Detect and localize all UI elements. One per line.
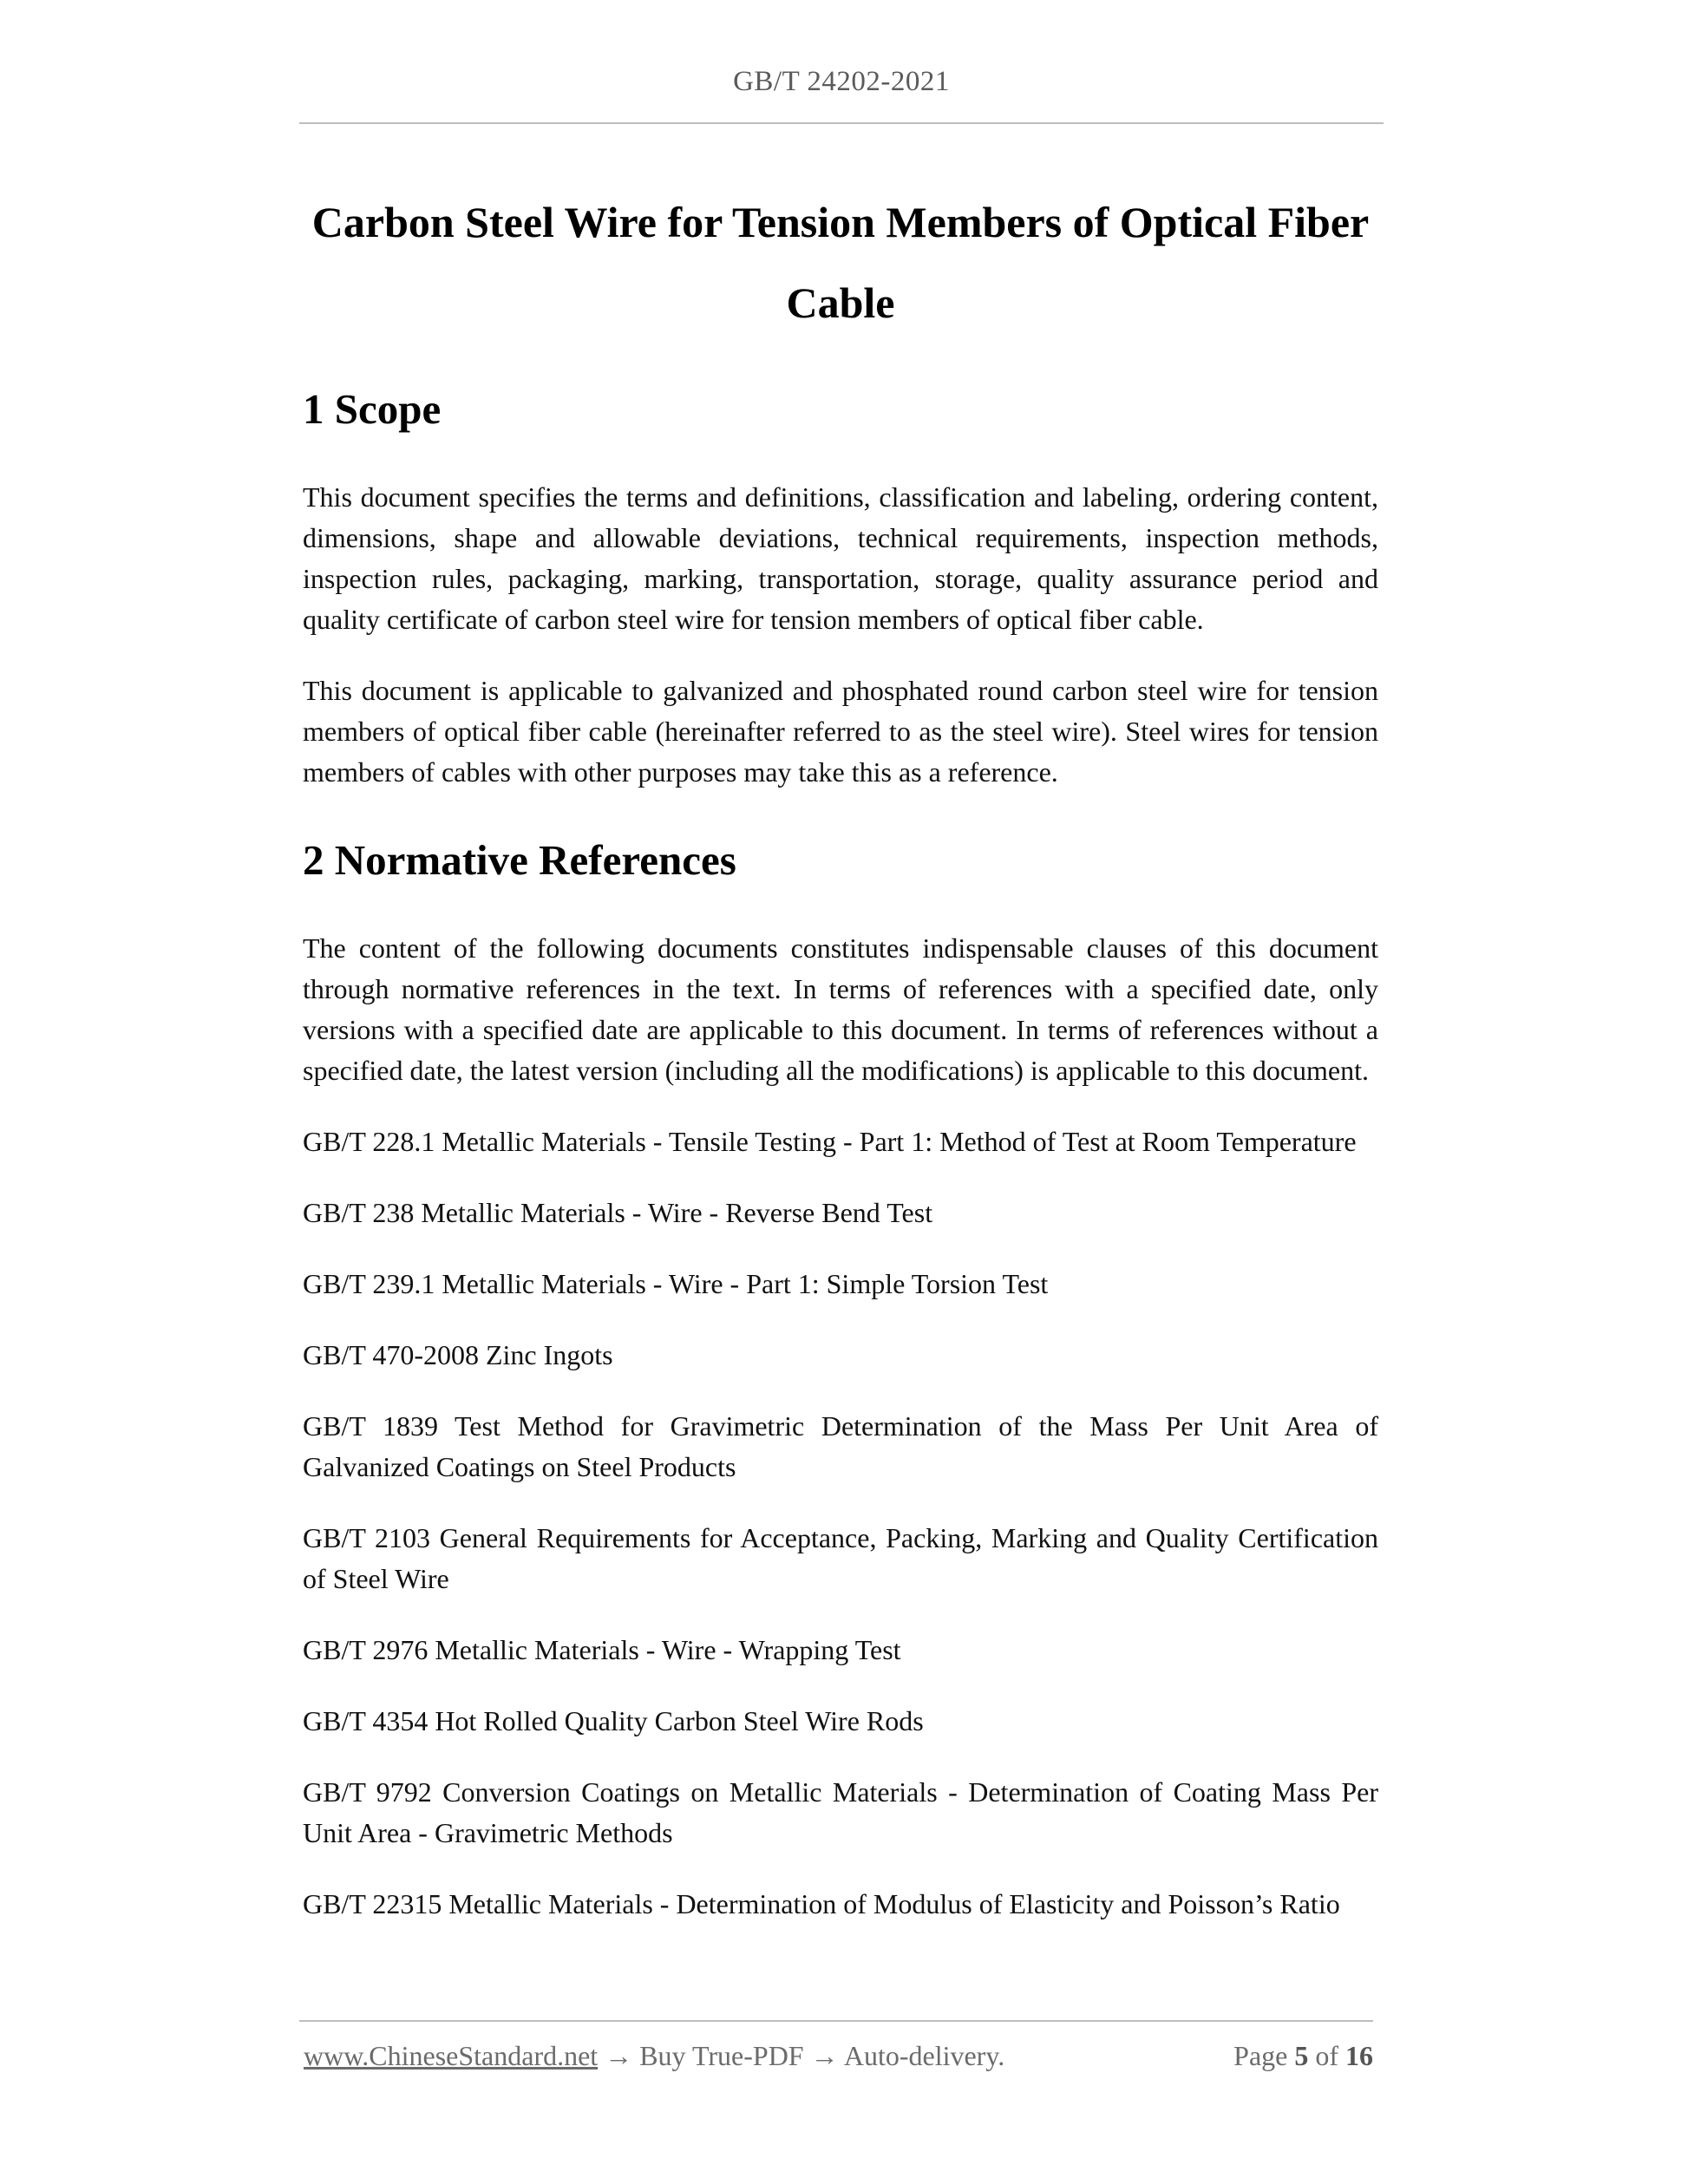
footer-tagline: → Buy True-PDF → Auto-delivery. bbox=[598, 2040, 1005, 2071]
document-title-line-2: Cable bbox=[786, 278, 895, 327]
reference-item: GB/T 228.1 Metallic Materials - Tensile Testing - Part 1: Method of Test at Room Temperature bbox=[303, 1126, 1357, 1157]
footer-promo bbox=[304, 2040, 1004, 2072]
page-indicator bbox=[1233, 2040, 1373, 2072]
reference-item: GB/T 470-2008 Zinc Ingots bbox=[303, 1339, 613, 1370]
reference-item: GB/T 9792 Conversion Coatings on Metallic Materials - Determination of Coating Mass Per Unit Area - Gravimetric Methods bbox=[303, 1776, 1378, 1848]
reference-item: GB/T 4354 Hot Rolled Quality Carbon Steel Wire Rods bbox=[303, 1705, 924, 1736]
website-link[interactable]: www.ChineseStandard.net bbox=[304, 2040, 599, 2071]
running-header: GB/T 24202-2021 bbox=[733, 66, 950, 97]
section-heading-normative-references: 2 Normative References bbox=[303, 836, 736, 884]
scope-paragraph-2: This document is applicable to galvanized and phosphated round carbon steel wire for tension members of optical fiber cable (hereinafter referred to as the steel wire). Steel wires for tension members of cables with other purposes may take this as a reference. bbox=[303, 675, 1378, 788]
page-footer bbox=[304, 2040, 1373, 2078]
reference-list bbox=[303, 1121, 1378, 1925]
reference-item: GB/T 2103 General Requirements for Acceptance, Packing, Marking and Quality Certification of Steel Wire bbox=[303, 1522, 1378, 1594]
scope-paragraph-1: This document specifies the terms and definitions, classification and labeling, ordering content, dimensions, shape and allowable deviations, technical requirements, inspection methods, inspection rules, packaging, marking, transportation, storage, quality assurance period and quality certificate of carbon steel wire for tension members of optical fiber cable. bbox=[303, 481, 1378, 635]
page-label: Page bbox=[1233, 2040, 1288, 2071]
normative-references-intro: The content of the following documents constitutes indispensable clauses of this document through normative references in the text. In terms of references with a specified date, only versions with a specified date are applicable to this document. In terms of references without a specified date, the latest version (including all the modifications) is applicable to this document. bbox=[303, 932, 1378, 1086]
reference-item: GB/T 238 Metallic Materials - Wire - Reverse Bend Test bbox=[303, 1197, 933, 1228]
reference-item: GB/T 2976 Metallic Materials - Wire - Wrapping Test bbox=[303, 1634, 901, 1665]
document-title bbox=[303, 182, 1378, 343]
document-title-line-1: Carbon Steel Wire for Tension Members of Optical Fiber bbox=[311, 198, 1370, 246]
current-page-number: 5 bbox=[1294, 2040, 1309, 2071]
reference-item: GB/T 22315 Metallic Materials - Determination of Modulus of Elasticity and Poisson’s Ratio bbox=[303, 1888, 1340, 1919]
section-heading-scope: 1 Scope bbox=[303, 385, 442, 433]
header-divider bbox=[299, 122, 1384, 124]
page-of-label: of bbox=[1315, 2040, 1338, 2071]
total-page-count: 16 bbox=[1345, 2040, 1373, 2071]
reference-item: GB/T 1839 Test Method for Gravimetric Determination of the Mass Per Unit Area of Galvanized Coatings on Steel Products bbox=[303, 1410, 1378, 1482]
footer-divider bbox=[299, 2020, 1373, 2022]
page-content bbox=[303, 182, 1378, 1955]
reference-item: GB/T 239.1 Metallic Materials - Wire - Part 1: Simple Torsion Test bbox=[303, 1268, 1049, 1299]
